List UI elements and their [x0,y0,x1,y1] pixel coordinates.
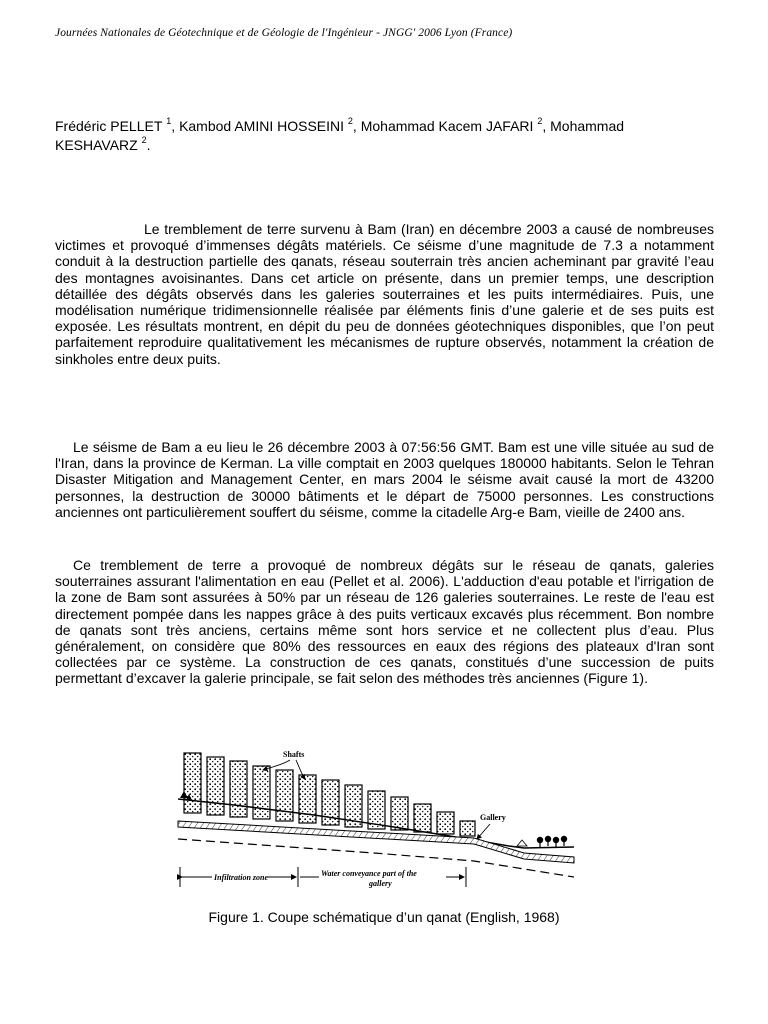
body-paragraph-2: Ce tremblement de terre a provoqué de nombreux dégâts sur le réseau de qanats, galeries souterraines assurant l'alimentation en eau (Pellet et al. 2006). L'adduction d'eau potable et l'irrigation de la zone de Bam sont assurées à 50% par un réseau de 126 galeries souterraines. Le reste de l'eau est directement pompée dans les nappes grâce à des puits verticaux excavés plus récemment. Bon nombre de qanats sont très anciens, certains même sont hors service et ne collectent plus d’eau. Plus généralement, on considère que 80% des ressources en eaux des régions des plateaux d'Iran sont collectées par ce système. La construction de ces qanats, constitués d’une succession de puits permettant d’excaver la galerie principale, se fait selon des méthodes très anciennes (Figure 1). [55,557,714,687]
shafts-arrow [263,760,290,770]
author-name: Mohammad Kacem JAFARI [360,118,534,134]
author-affiliation: 2 [347,116,353,127]
author-affiliation: 2 [141,135,147,146]
infiltration-zone-label: Infiltration zone [214,873,269,882]
gallery-label: Gallery [480,813,506,822]
author-separator: , [352,118,361,134]
author-separator: , [542,118,551,134]
body-paragraph-1: Le séisme de Bam a eu lieu le 26 décembre 2003 à 07:56:56 GMT. Bam est une ville située au sud de l'Iran, dans la province de Kerman. La ville comptait en 2003 quelques 180000 habitants. Selon le Tehran Disaster Mitigation and Management Center, en mars 2004 le séisme avait causé la mort de 43200 personnes, la destruction de 30000 bâtiments et le départ de 75000 personnes. Les constructions anciennes ont particulièrement souffert du séisme, comme la citadelle Arg-e Bam, vieille de 2400 ans. [55,439,714,520]
author-affiliation: 1 [166,116,172,127]
author-name: Mohammad KESHAVARZ [55,118,625,153]
author-affiliation: 2 [537,116,543,127]
abstract-paragraph: Le tremblement de terre survenu à Bam (Iran) en décembre 2003 a causé de nombreuses victimes et provoqué d’immenses dégâts matériels. Ce séisme d’une magnitude de 7.3 a notamment conduit à la destruction partielle des qanats, réseau souterrain très ancien acheminant par gravité l’eau des montagnes avoisinantes. Dans cet article on présente, dans un premier temps, une description détaillée des dégâts observés dans les galeries souterraines et les puits intermédiaires. Puis, une modélisation numérique tridimensionnelle réalisée par éléments finis d’une galerie et de ses puits est exposée. Les résultats montrent, en dépit du peu de données géotechniques disponibles, que l’on peut parfaitement reproduire qualitativement les mécanismes de rupture observés, notamment la création de sinkholes entre deux puits. [55,221,714,367]
author-separator: , [171,118,180,134]
shafts-label: Shafts [283,750,305,759]
author-name: Kambod AMINI HOSSEINI [179,118,345,134]
author-list [55,117,715,155]
gallery-arrow [477,824,490,839]
author-name: Frédéric PELLET [55,118,163,134]
running-header: Journées Nationales de Géotechnique et de Géologie de l'Ingénieur - JNGG' 2006 Lyon (France) [55,27,513,39]
conveyance-label: Water conveyance part of the [321,869,417,878]
author-separator: . [146,137,151,153]
conveyance-label-line2: gallery [369,879,392,888]
qanat-cross-section-figure [174,743,578,895]
figure-caption: Figure 1. Coupe schématique d’un qanat (English, 1968) [208,909,560,925]
